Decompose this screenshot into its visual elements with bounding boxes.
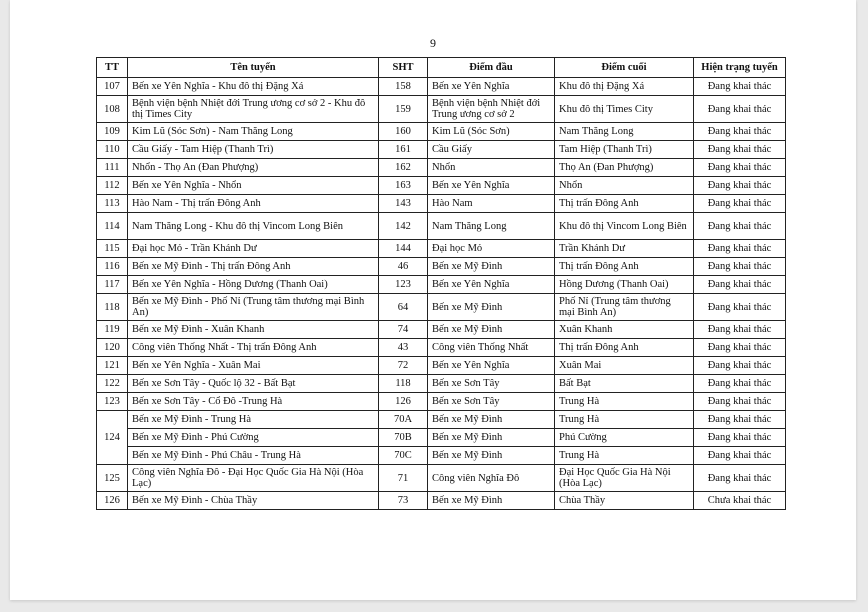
cell-route-name: Bến xe Yên Nghĩa - Nhổn — [128, 177, 379, 195]
cell-status: Đang khai thác — [694, 339, 786, 357]
cell-route-name: Bến xe Mỹ Đình - Phú Cường — [128, 429, 379, 447]
cell-route-name: Bến xe Mỹ Đình - Thị trấn Đông Anh — [128, 258, 379, 276]
cell-status: Đang khai thác — [694, 195, 786, 213]
cell-status: Đang khai thác — [694, 159, 786, 177]
cell-tt: 115 — [97, 240, 128, 258]
cell-sht: 74 — [379, 321, 428, 339]
cell-route-name: Nhổn - Thọ An (Đan Phượng) — [128, 159, 379, 177]
cell-end-point: Khu đô thị Times City — [555, 96, 694, 123]
table-header-row — [97, 58, 786, 78]
cell-end-point: Nam Thăng Long — [555, 123, 694, 141]
cell-sht: 70C — [379, 447, 428, 465]
cell-route-name: Bến xe Yên Nghĩa - Hồng Dương (Thanh Oai) — [128, 276, 379, 294]
cell-tt: 114 — [97, 213, 128, 240]
cell-end-point: Trung Hà — [555, 447, 694, 465]
cell-route-name: Nam Thăng Long - Khu đô thị Vincom Long Biên — [128, 213, 379, 240]
cell-status: Đang khai thác — [694, 429, 786, 447]
cell-start-point: Cầu Giấy — [428, 141, 555, 159]
header-tt: TT — [97, 58, 128, 78]
document-page — [10, 0, 856, 600]
cell-sht: 161 — [379, 141, 428, 159]
table-row — [97, 357, 786, 375]
bus-routes-table — [96, 57, 786, 510]
cell-tt: 121 — [97, 357, 128, 375]
table-row — [97, 447, 786, 465]
cell-tt: 123 — [97, 393, 128, 411]
cell-tt: 110 — [97, 141, 128, 159]
cell-tt: 112 — [97, 177, 128, 195]
cell-status: Đang khai thác — [694, 96, 786, 123]
cell-sht: 142 — [379, 213, 428, 240]
cell-sht: 118 — [379, 375, 428, 393]
cell-start-point: Bến xe Yên Nghĩa — [428, 177, 555, 195]
cell-start-point: Công viên Thống Nhất — [428, 339, 555, 357]
cell-tt: 107 — [97, 78, 128, 96]
cell-route-name: Bến xe Mỹ Đình - Phú Châu - Trung Hà — [128, 447, 379, 465]
cell-route-name: Bến xe Yên Nghĩa - Khu đô thị Đặng Xá — [128, 78, 379, 96]
cell-start-point: Bến xe Yên Nghĩa — [428, 78, 555, 96]
cell-start-point: Nhổn — [428, 159, 555, 177]
cell-route-name: Kim Lũ (Sóc Sơn) - Nam Thăng Long — [128, 123, 379, 141]
cell-status: Đang khai thác — [694, 357, 786, 375]
table-row — [97, 96, 786, 123]
cell-status: Đang khai thác — [694, 78, 786, 96]
cell-route-name: Bến xe Mỹ Đình - Xuân Khanh — [128, 321, 379, 339]
cell-tt: 109 — [97, 123, 128, 141]
cell-route-name: Hào Nam - Thị trấn Đông Anh — [128, 195, 379, 213]
cell-status: Đang khai thác — [694, 411, 786, 429]
cell-sht: 72 — [379, 357, 428, 375]
cell-end-point: Phú Cường — [555, 429, 694, 447]
cell-tt: 119 — [97, 321, 128, 339]
cell-route-name: Đại học Mỏ - Trần Khánh Dư — [128, 240, 379, 258]
cell-sht: 43 — [379, 339, 428, 357]
cell-start-point: Bến xe Mỹ Đình — [428, 294, 555, 321]
cell-status: Đang khai thác — [694, 276, 786, 294]
cell-route-name: Bến xe Mỹ Đình - Phố Nỉ (Trung tâm thương mại Bình An) — [128, 294, 379, 321]
cell-sht: 163 — [379, 177, 428, 195]
cell-status: Đang khai thác — [694, 393, 786, 411]
cell-status: Đang khai thác — [694, 447, 786, 465]
table-row — [97, 393, 786, 411]
cell-tt: 122 — [97, 375, 128, 393]
cell-end-point: Tam Hiệp (Thanh Trì) — [555, 141, 694, 159]
cell-start-point: Nam Thăng Long — [428, 213, 555, 240]
table-row — [97, 294, 786, 321]
table-row — [97, 177, 786, 195]
cell-sht: 123 — [379, 276, 428, 294]
table-row — [97, 429, 786, 447]
cell-tt: 120 — [97, 339, 128, 357]
table-row — [97, 141, 786, 159]
cell-end-point: Thị trấn Đông Anh — [555, 195, 694, 213]
cell-end-point: Bất Bạt — [555, 375, 694, 393]
cell-sht: 71 — [379, 465, 428, 492]
table-row — [97, 240, 786, 258]
cell-end-point: Khu đô thị Đặng Xá — [555, 78, 694, 96]
cell-tt: 113 — [97, 195, 128, 213]
table-row — [97, 213, 786, 240]
cell-start-point: Bến xe Yên Nghĩa — [428, 276, 555, 294]
cell-sht: 70B — [379, 429, 428, 447]
cell-route-name: Bến xe Sơn Tây - Quốc lộ 32 - Bất Bạt — [128, 375, 379, 393]
cell-tt: 116 — [97, 258, 128, 276]
table-row — [97, 492, 786, 510]
cell-route-name: Bệnh viện bệnh Nhiệt đới Trung ương cơ sở 2 - Khu đô thị Times City — [128, 96, 379, 123]
cell-start-point: Bến xe Mỹ Đình — [428, 429, 555, 447]
cell-start-point: Bến xe Mỹ Đình — [428, 447, 555, 465]
cell-end-point: Thọ An (Đan Phượng) — [555, 159, 694, 177]
cell-start-point: Bến xe Mỹ Đình — [428, 258, 555, 276]
cell-end-point: Xuân Mai — [555, 357, 694, 375]
cell-status: Đang khai thác — [694, 321, 786, 339]
table-row — [97, 375, 786, 393]
cell-start-point: Bến xe Mỹ Đình — [428, 492, 555, 510]
cell-route-name: Bến xe Mỹ Đình - Chùa Thầy — [128, 492, 379, 510]
cell-end-point: Phố Nỉ (Trung tâm thương mại Bình An) — [555, 294, 694, 321]
cell-end-point: Xuân Khanh — [555, 321, 694, 339]
table-row — [97, 78, 786, 96]
page-number: 9 — [430, 36, 436, 50]
cell-tt: 108 — [97, 96, 128, 123]
table-row — [97, 276, 786, 294]
cell-route-name: Cầu Giấy - Tam Hiệp (Thanh Trì) — [128, 141, 379, 159]
cell-start-point: Công viên Nghĩa Đô — [428, 465, 555, 492]
cell-end-point: Trung Hà — [555, 393, 694, 411]
table-row — [97, 465, 786, 492]
cell-end-point: Nhổn — [555, 177, 694, 195]
cell-start-point: Đại học Mỏ — [428, 240, 555, 258]
cell-status: Đang khai thác — [694, 177, 786, 195]
header-start-point: Điểm đầu — [428, 58, 555, 78]
cell-end-point: Trung Hà — [555, 411, 694, 429]
cell-status: Đang khai thác — [694, 240, 786, 258]
cell-sht: 70A — [379, 411, 428, 429]
cell-status: Đang khai thác — [694, 123, 786, 141]
cell-route-name: Bến xe Sơn Tây - Cổ Đô -Trung Hà — [128, 393, 379, 411]
cell-status: Đang khai thác — [694, 141, 786, 159]
cell-sht: 46 — [379, 258, 428, 276]
cell-tt: 124 — [97, 411, 128, 465]
cell-start-point: Bến xe Mỹ Đình — [428, 411, 555, 429]
cell-sht: 162 — [379, 159, 428, 177]
cell-status: Đang khai thác — [694, 213, 786, 240]
cell-sht: 160 — [379, 123, 428, 141]
table-row — [97, 321, 786, 339]
cell-start-point: Bến xe Sơn Tây — [428, 375, 555, 393]
cell-end-point: Đại Học Quốc Gia Hà Nội (Hòa Lạc) — [555, 465, 694, 492]
cell-sht: 143 — [379, 195, 428, 213]
cell-start-point: Hào Nam — [428, 195, 555, 213]
cell-status: Chưa khai thác — [694, 492, 786, 510]
cell-sht: 159 — [379, 96, 428, 123]
cell-sht: 126 — [379, 393, 428, 411]
cell-end-point: Hồng Dương (Thanh Oai) — [555, 276, 694, 294]
cell-end-point: Chùa Thầy — [555, 492, 694, 510]
cell-route-name: Công viên Nghĩa Đô - Đại Học Quốc Gia Hà Nội (Hòa Lạc) — [128, 465, 379, 492]
cell-status: Đang khai thác — [694, 375, 786, 393]
cell-status: Đang khai thác — [694, 294, 786, 321]
cell-tt: 125 — [97, 465, 128, 492]
cell-tt: 117 — [97, 276, 128, 294]
table-row — [97, 411, 786, 429]
cell-end-point: Trần Khánh Dư — [555, 240, 694, 258]
table-row — [97, 159, 786, 177]
cell-start-point: Bến xe Sơn Tây — [428, 393, 555, 411]
cell-sht: 144 — [379, 240, 428, 258]
table-row — [97, 123, 786, 141]
cell-tt: 111 — [97, 159, 128, 177]
cell-status: Đang khai thác — [694, 258, 786, 276]
cell-end-point: Khu đô thị Vincom Long Biên — [555, 213, 694, 240]
cell-route-name: Bến xe Mỹ Đình - Trung Hà — [128, 411, 379, 429]
table-row — [97, 195, 786, 213]
cell-route-name: Bến xe Yên Nghĩa - Xuân Mai — [128, 357, 379, 375]
header-route-name: Tên tuyến — [128, 58, 379, 78]
cell-start-point: Bến xe Mỹ Đình — [428, 321, 555, 339]
cell-sht: 158 — [379, 78, 428, 96]
cell-start-point: Bến xe Yên Nghĩa — [428, 357, 555, 375]
header-status: Hiện trạng tuyến — [694, 58, 786, 78]
cell-tt: 126 — [97, 492, 128, 510]
header-end-point: Điểm cuối — [555, 58, 694, 78]
cell-start-point: Kim Lũ (Sóc Sơn) — [428, 123, 555, 141]
cell-start-point: Bệnh viện bệnh Nhiệt đới Trung ương cơ sở 2 — [428, 96, 555, 123]
table-body — [97, 78, 786, 510]
header-sht: SHT — [379, 58, 428, 78]
cell-status: Đang khai thác — [694, 465, 786, 492]
cell-route-name: Công viên Thống Nhất - Thị trấn Đông Anh — [128, 339, 379, 357]
cell-tt: 118 — [97, 294, 128, 321]
cell-sht: 73 — [379, 492, 428, 510]
cell-end-point: Thị trấn Đông Anh — [555, 258, 694, 276]
cell-end-point: Thị trấn Đông Anh — [555, 339, 694, 357]
cell-sht: 64 — [379, 294, 428, 321]
table-row — [97, 339, 786, 357]
table-row — [97, 258, 786, 276]
